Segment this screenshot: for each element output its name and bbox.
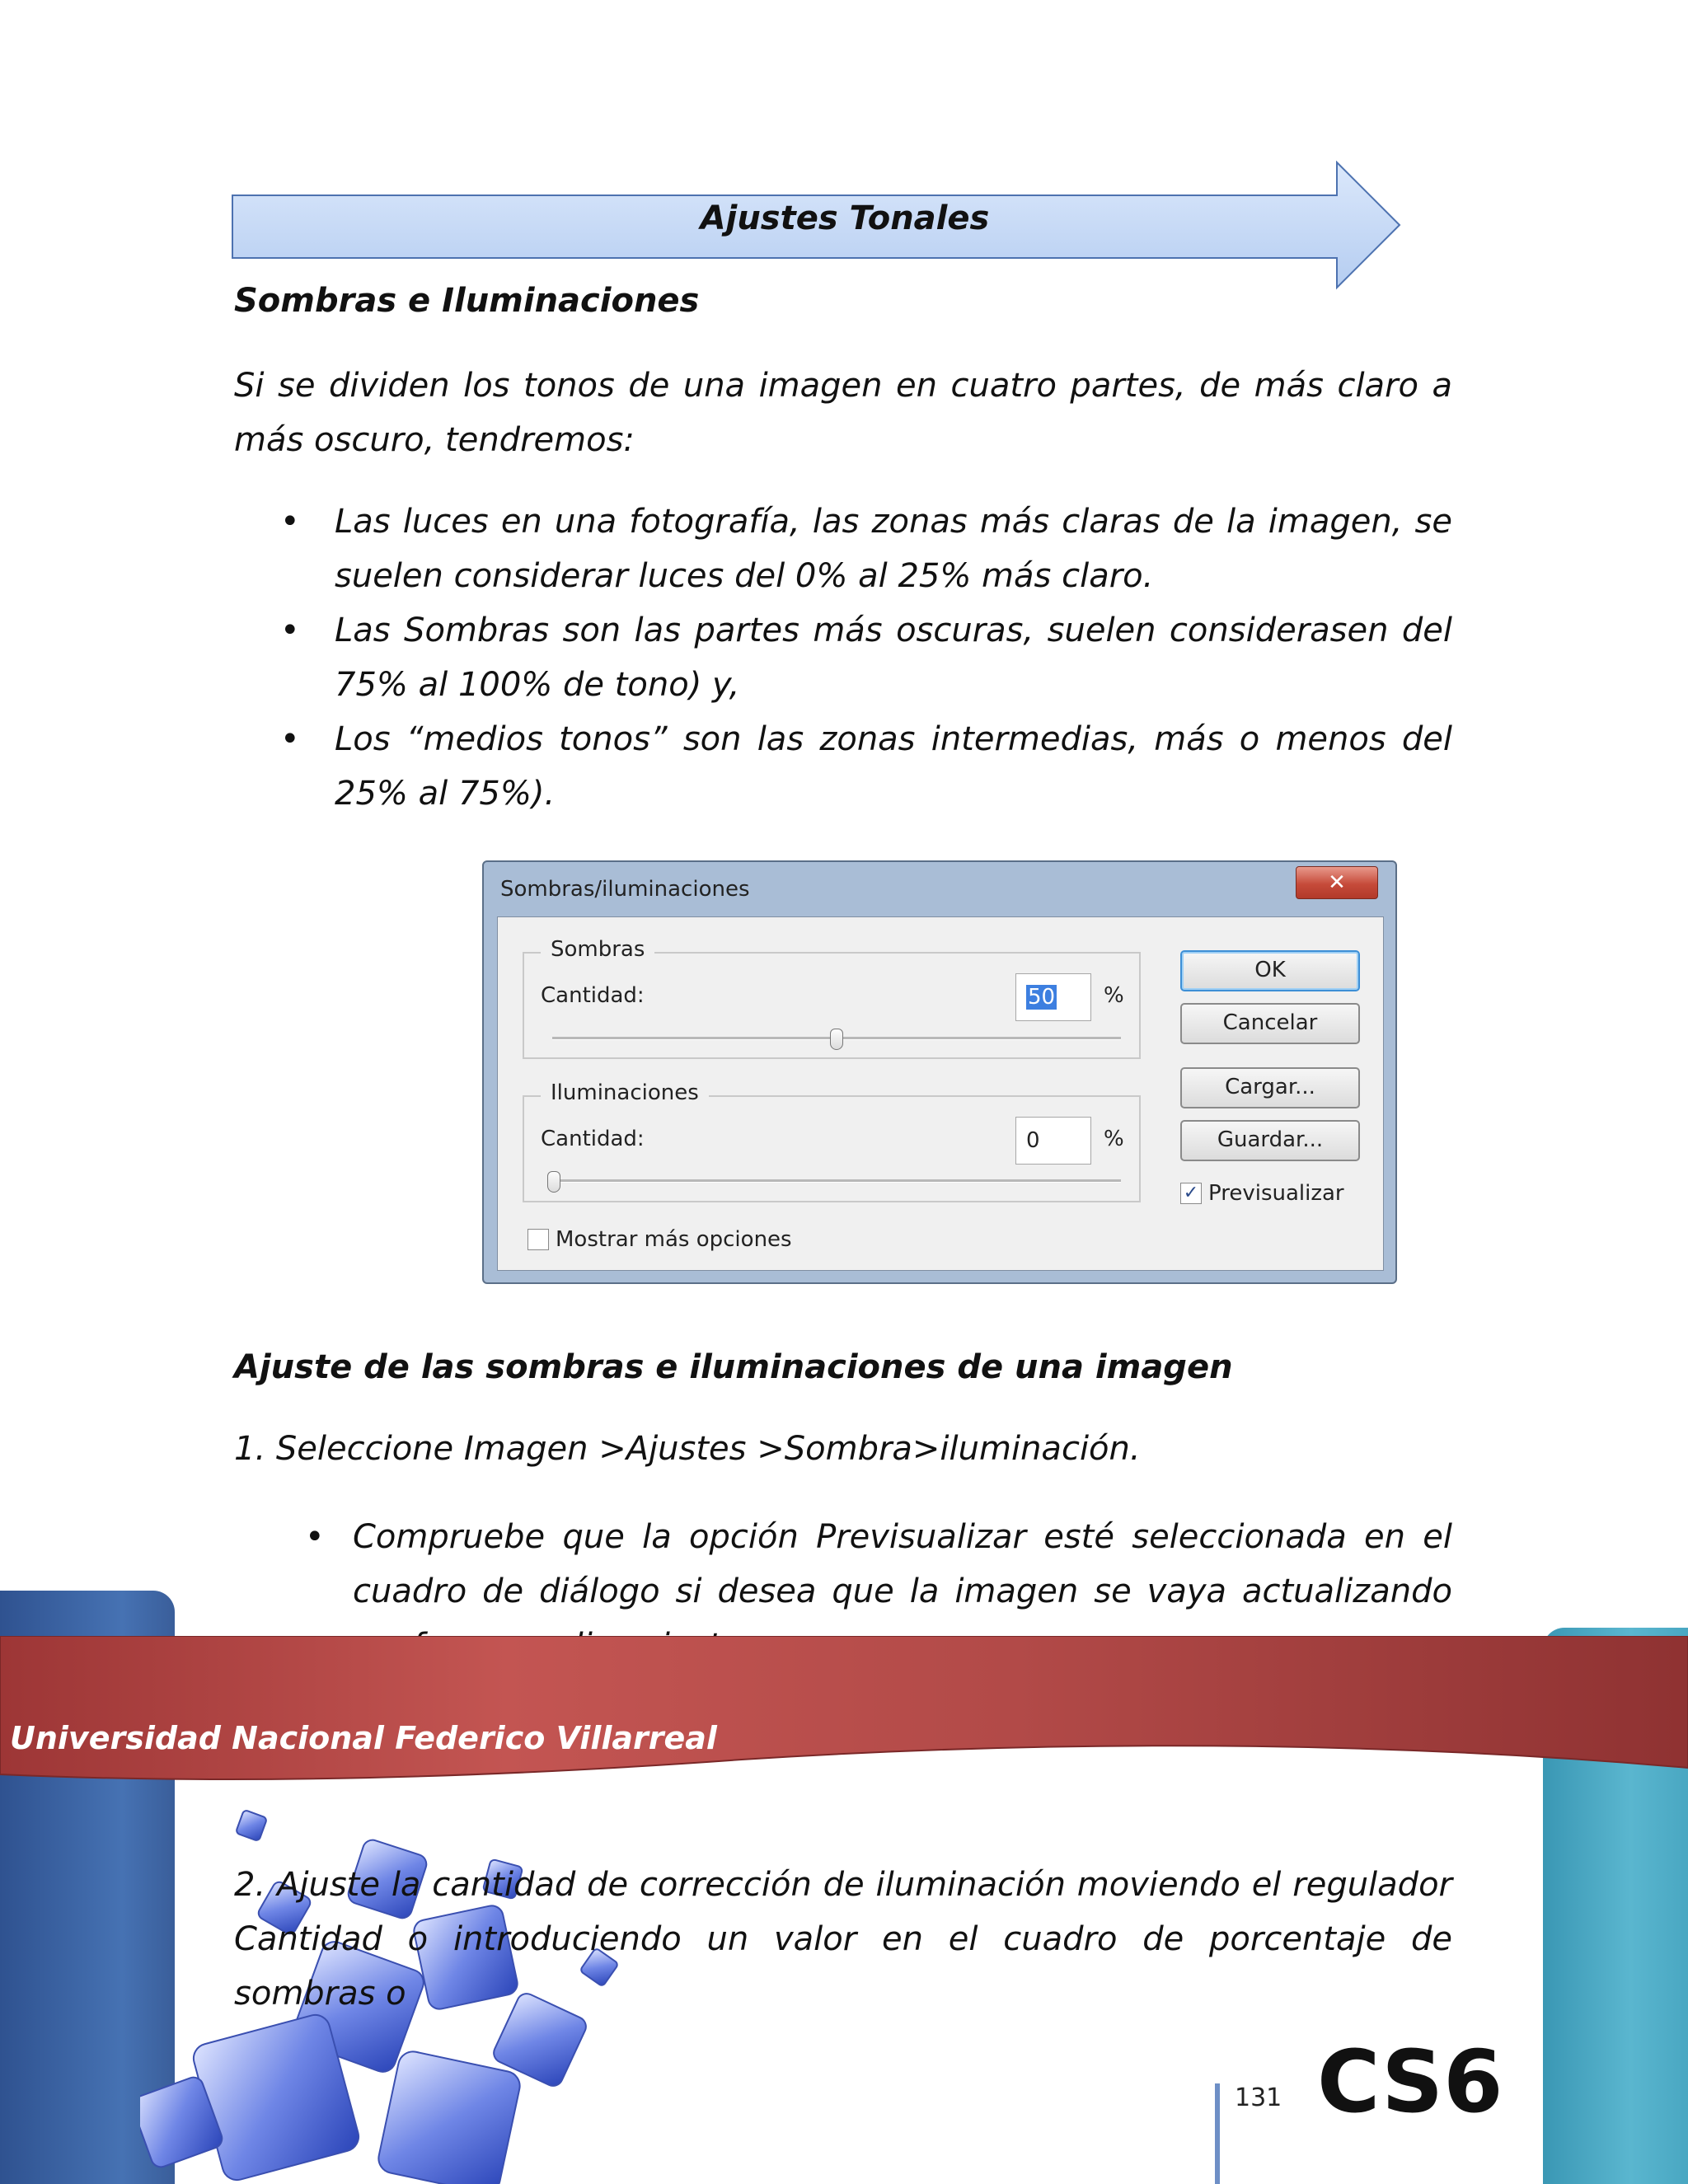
bullet-list (280, 494, 1452, 821)
more-options-checkbox[interactable] (528, 1229, 549, 1250)
save-button[interactable]: Guardar... (1180, 1120, 1360, 1161)
list-item (280, 603, 1452, 712)
ok-button[interactable]: OK (1180, 950, 1360, 991)
shadows-amount-field[interactable] (1015, 973, 1091, 1021)
shadows-slider-thumb[interactable] (830, 1029, 843, 1050)
preview-checkbox[interactable]: ✓ (1180, 1183, 1202, 1204)
step-1: 1. Seleccione Imagen >Ajustes >Sombra>iluminación. (234, 1430, 1141, 1468)
subsection-heading: Ajuste de las sombras e iluminaciones de una imagen (234, 1348, 1233, 1386)
highlights-group-label: Iluminaciones (541, 1080, 709, 1105)
highlights-slider-thumb[interactable] (547, 1171, 560, 1193)
close-icon[interactable]: ✕ (1296, 866, 1378, 899)
brand-logo-text: CS6 (1317, 2032, 1503, 2132)
bullet-text: Las luces en una fotografía, las zonas más claras de la imagen, se suelen considerar luces del 0% al 25% más claro. (335, 503, 1452, 595)
load-button[interactable]: Cargar... (1180, 1067, 1360, 1108)
page-number: 131 (1235, 2083, 1282, 2112)
section-heading: Sombras e Iluminaciones (234, 282, 700, 320)
dialog-body (497, 916, 1384, 1271)
more-options-label: Mostrar más opciones (556, 1227, 792, 1252)
university-name: Universidad Nacional Federico Villarreal (10, 1720, 717, 1756)
bullet-dot: • (280, 612, 300, 649)
highlights-slider-track[interactable] (552, 1179, 1121, 1183)
dialog-title: Sombras/iluminaciones (500, 877, 750, 902)
bullet-text: Las Sombras son las partes más oscuras, suelen considerasen del 75% al 100% de tono) y, (335, 612, 1452, 704)
highlights-amount-field[interactable]: 0 (1015, 1117, 1091, 1165)
bullet-dot: • (280, 720, 300, 758)
shadows-amount-value: 50 (1028, 985, 1056, 1010)
intro-paragraph: Si se dividen los tonos de una imagen en cuatro partes, de más claro a más oscuro, tendremos: (234, 367, 1452, 459)
list-item (280, 712, 1452, 821)
list-item (280, 494, 1452, 603)
shadows-highlights-dialog (482, 860, 1397, 1284)
page-number-rule (1215, 2083, 1220, 2184)
footer-band (0, 1636, 1688, 1793)
highlights-amount-label: Cantidad: (541, 1127, 645, 1151)
cancel-button[interactable]: Cancelar (1180, 1003, 1360, 1044)
shadows-group-label: Sombras (541, 937, 654, 962)
banner-title: Ajustes Tonales (700, 199, 990, 237)
step-2: 2. Ajuste la cantidad de corrección de iluminación moviendo el regulador Cantidad o introduciendo un valor en el cuadro de porcentaje de sombras o (234, 1866, 1452, 2013)
bullet-dot: • (280, 503, 300, 541)
bullet-text: Los “medios tonos” son las zonas intermedias, más o menos del 25% al 75%). (335, 720, 1452, 813)
preview-label: Previsualizar (1208, 1181, 1344, 1206)
bullet-text: Compruebe que la opción Previsualizar esté seleccionada en el cuadro de diálogo si desea que la imagen se vaya actualizando (353, 1518, 1452, 1610)
bullet-dot: • (305, 1518, 325, 1556)
shadows-amount-label: Cantidad: (541, 983, 645, 1008)
shadows-unit: % (1104, 983, 1124, 1008)
highlights-unit: % (1104, 1127, 1124, 1151)
